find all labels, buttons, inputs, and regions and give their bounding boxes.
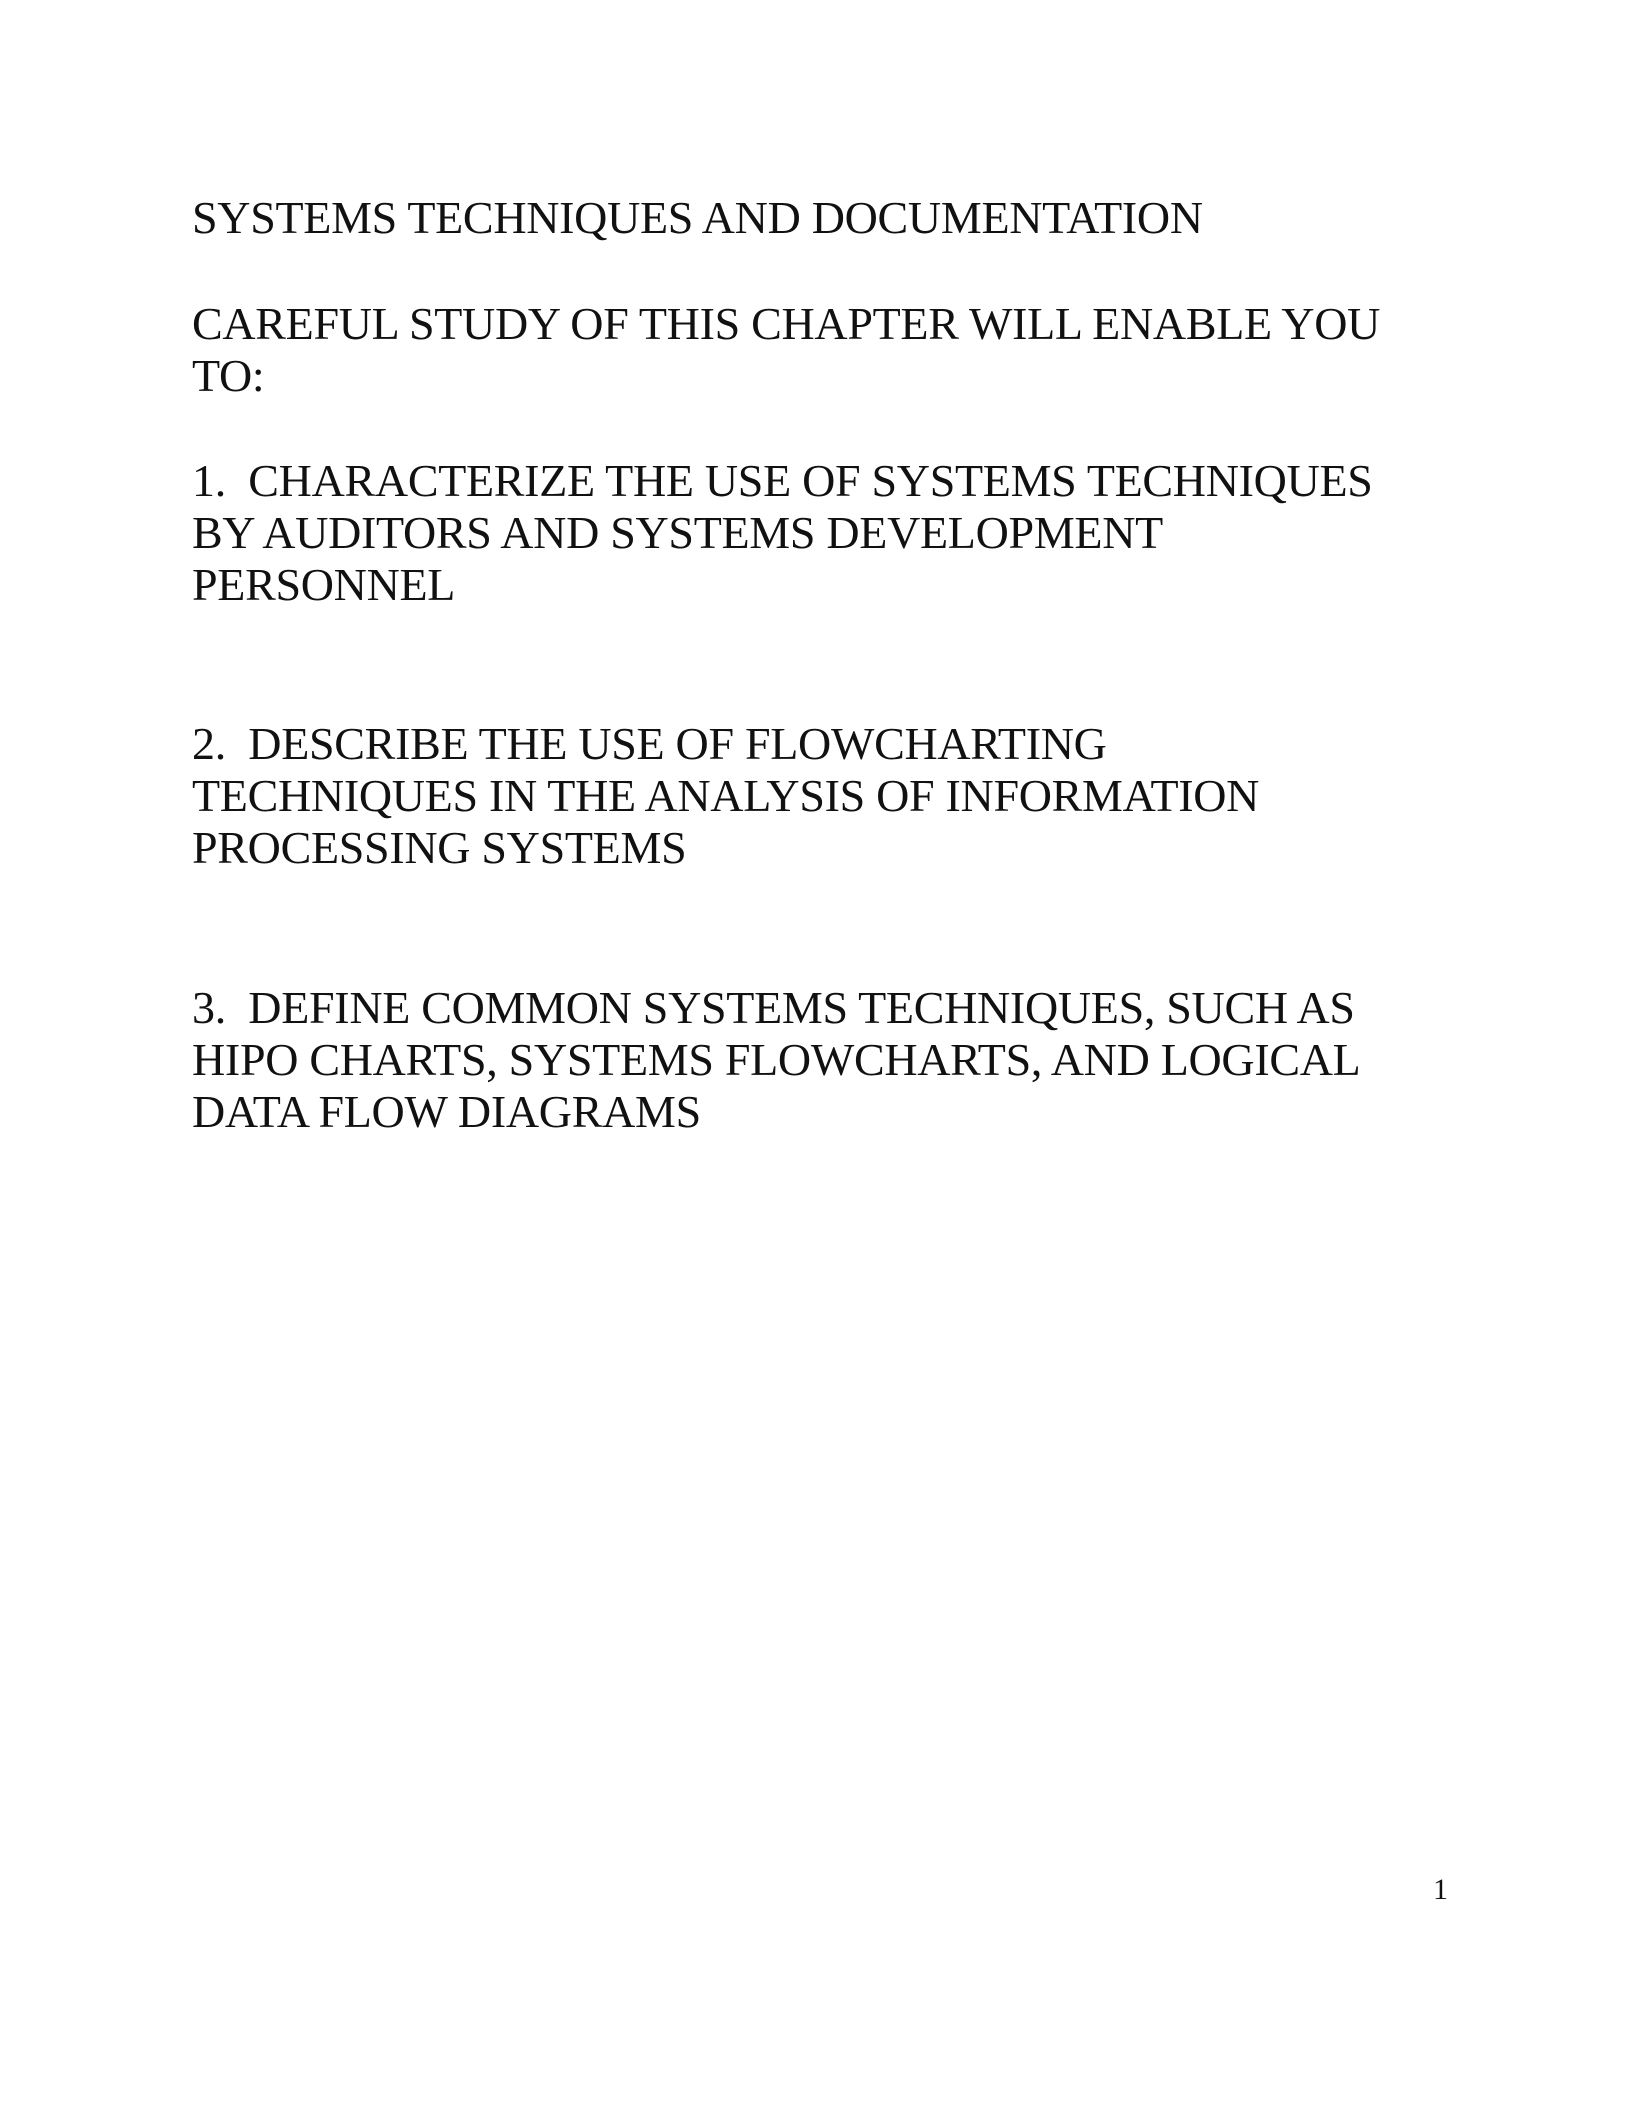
objective-3 [192, 982, 1492, 1138]
objective-line: TECHNIQUES IN THE ANALYSIS OF INFORMATION [192, 770, 1260, 821]
objective-line: PROCESSING SYSTEMS [192, 822, 687, 873]
objective-2 [192, 718, 1492, 874]
objective-line: 3. DEFINE COMMON SYSTEMS TECHNIQUES, SUCH AS [192, 982, 1355, 1033]
objective-1 [192, 455, 1492, 611]
page-number: 1 [1433, 1873, 1448, 1906]
objective-line: BY AUDITORS AND SYSTEMS DEVELOPMENT [192, 507, 1163, 558]
title-line: SYSTEMS TECHNIQUES AND DOCUMENTATION [192, 192, 1203, 243]
intro-line: CAREFUL STUDY OF THIS CHAPTER WILL ENABLE YOU [192, 298, 1381, 349]
intro-paragraph [192, 298, 1492, 402]
intro-line: TO: [192, 350, 265, 401]
objective-line: PERSONNEL [192, 559, 456, 610]
objective-line: 1. CHARACTERIZE THE USE OF SYSTEMS TECHNIQUES [192, 455, 1373, 506]
page-title [192, 192, 1492, 244]
objective-line: 2. DESCRIBE THE USE OF FLOWCHARTING [192, 718, 1107, 769]
objective-line: DATA FLOW DIAGRAMS [192, 1086, 701, 1137]
objective-line: HIPO CHARTS, SYSTEMS FLOWCHARTS, AND LOGICAL [192, 1034, 1361, 1085]
